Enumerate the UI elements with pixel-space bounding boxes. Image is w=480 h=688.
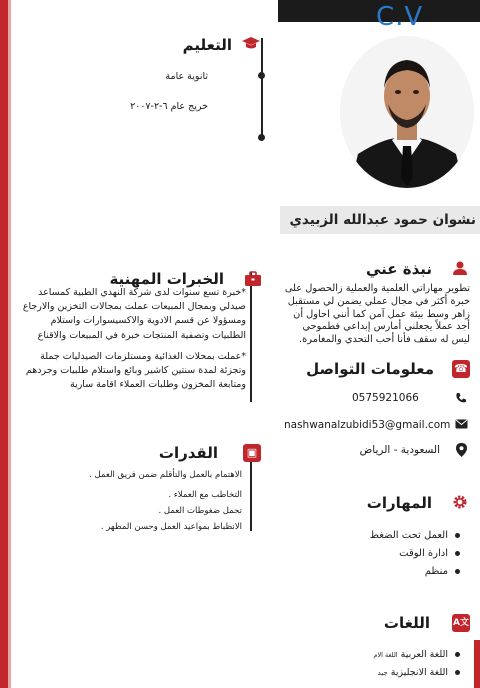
bottom-right-accent-bar: [474, 640, 480, 688]
email-text: nashwanalzubidi53@gmail.com: [284, 419, 451, 431]
experience-paragraph-2: *عملت بمحلات الغذائية ومستلزمات الصيدليات جملة وتجزئة لمدة سنتين كاشير وبائع واستلام طلبيات وجردهم ومتابعة المخزون وطلبات العملاء اقامة سارية: [25, 351, 246, 391]
skills-heading: المهارات: [366, 494, 432, 512]
ability-item: التخاطب مع العملاء .: [168, 490, 242, 500]
language-level: جيد: [377, 669, 388, 677]
abilities-timeline-line: [250, 455, 252, 531]
skill-item: ادارة الوقت: [302, 545, 462, 563]
ability-item: تحمل ضغوطات العمل .: [158, 506, 242, 516]
cv-label: C.V: [376, 2, 424, 32]
about-heading: نبذة عني: [365, 260, 432, 278]
timeline-dot: [258, 134, 265, 141]
person-icon: [452, 260, 468, 276]
left-accent-bar: [0, 0, 8, 688]
education-heading: التعليم: [182, 36, 232, 54]
briefcase-icon: [244, 270, 262, 288]
about-text: تطوير مهاراتي العلمية والعملية زالحصول على خبرة أكثر في مجال عملي يضمن لي مستقبل زاهر وسط بيئة عمل آمن كما أنني احاول أن أجد عملاً يجعلني أمارس إبداعي فطموحي ليس له سقف فأنا أحب التحدي والمغامرة.: [284, 283, 470, 346]
left-accent-bar-light: [8, 0, 11, 688]
location-text: السعودية - الرياض: [359, 444, 440, 456]
phone-text: 0575921066: [352, 392, 419, 404]
experience-paragraph-1: *خبرة تسع سنوات لدى شركة النهدي الطبية كمساعد صيدلي وبمجال المبيعات عملت بمجالات التخزين والارجاع ومسؤولا عن قسم الادوية والاكسيسوارات واستلام الطلبيات وتصفية المنتجات خبرة في المبيعات والاقناع: [22, 287, 246, 341]
timeline-dot: [258, 72, 265, 79]
phone-icon: [454, 392, 468, 406]
skills-list: [302, 527, 462, 581]
profile-photo: [340, 36, 474, 188]
graduation-cap-icon: [240, 36, 262, 54]
language-level: اللغة الام: [373, 651, 398, 659]
full-name: نشوان حمود عبدالله الزبيدي: [289, 212, 476, 228]
contact-heading: معلومات التواصل: [306, 360, 434, 378]
languages-list: [292, 646, 462, 682]
skill-item: منظم: [302, 563, 462, 581]
experience-heading: الخبرات المهنية: [109, 270, 224, 288]
envelope-icon: [454, 419, 468, 433]
ability-item: الاهتمام بالعمل والتأقلم ضمن فريق العمل .: [89, 470, 242, 480]
education-item: ثانوية عامة: [165, 71, 208, 82]
id-card-icon: ▣: [243, 444, 261, 462]
education-item: خريج عام ٦-٢-٢٠٠٧: [130, 101, 208, 112]
language-name: اللغة الانجليزية: [390, 667, 448, 678]
address-book-icon: ☎: [452, 360, 470, 378]
languages-heading: اللغات: [383, 614, 430, 632]
language-name: اللغة العربية: [400, 649, 448, 660]
translate-icon: A文: [452, 614, 470, 632]
skill-item: العمل تحت الضغط: [302, 527, 462, 545]
abilities-heading: القدرات: [158, 444, 218, 462]
gear-icon: [452, 494, 468, 510]
language-item: [292, 664, 462, 682]
experience-timeline-line: [250, 272, 252, 402]
map-pin-icon: [454, 443, 468, 457]
ability-item: الانظباط بمواعيد العمل وحسن المظهر .: [100, 522, 242, 532]
language-item: [292, 646, 462, 664]
